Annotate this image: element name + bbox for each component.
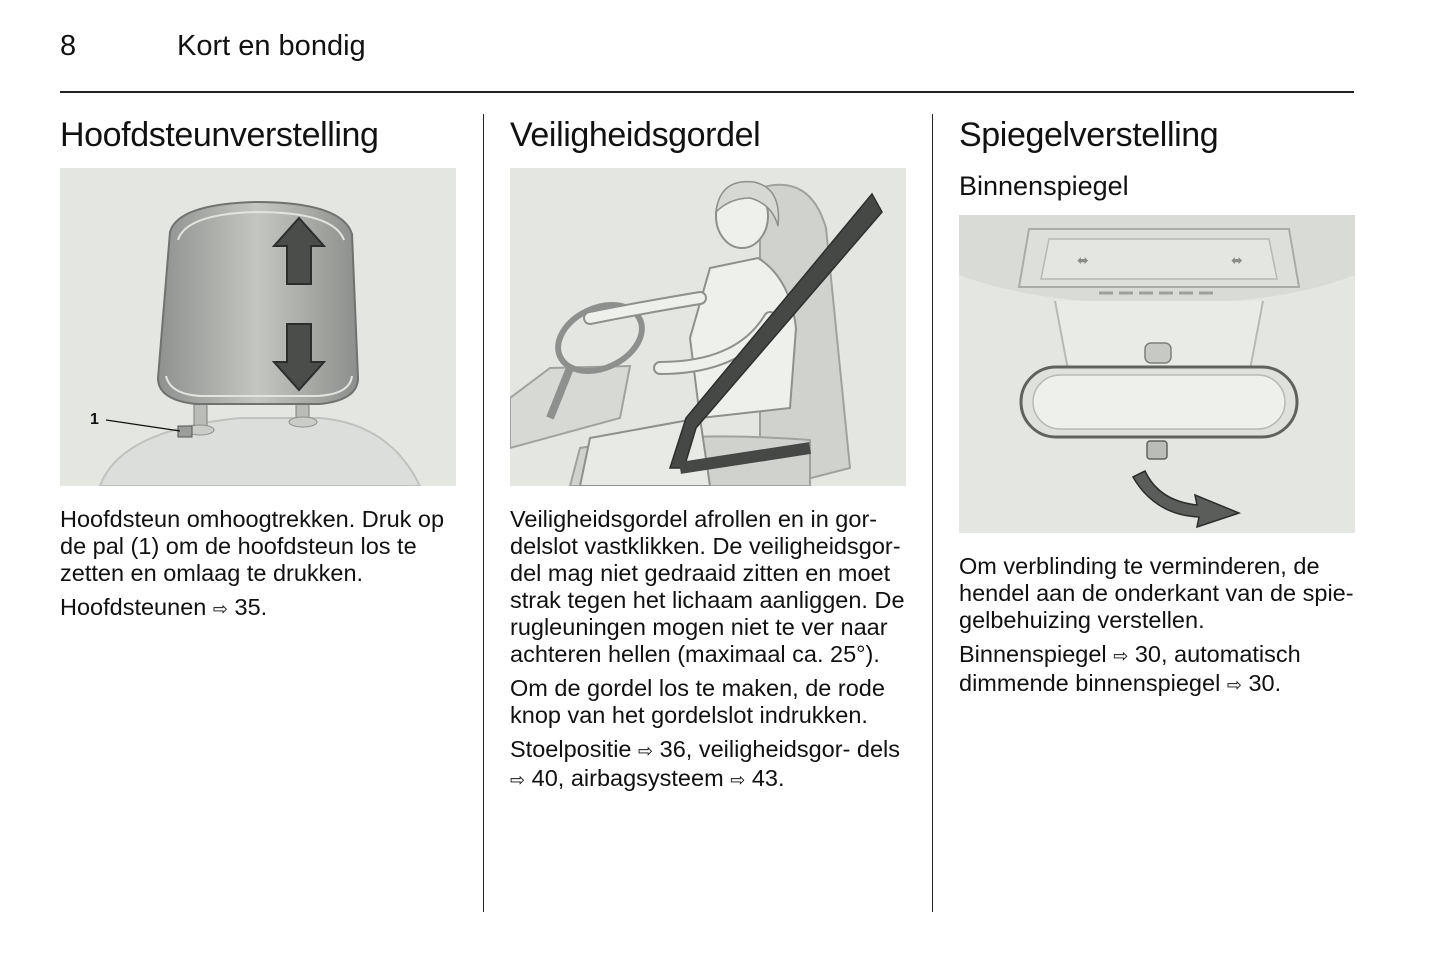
page-ref-icon: ⇨ <box>510 770 526 791</box>
headrest-figure <box>60 168 456 486</box>
seatbelt-heading: Veiligheidsgordel <box>510 116 761 154</box>
page-ref-icon: ⇨ <box>1226 675 1242 696</box>
dimming-lever <box>1147 441 1167 459</box>
column-divider <box>932 114 933 912</box>
section-title: Kort en bondig <box>177 30 366 62</box>
headrest-section <box>60 113 458 623</box>
column-divider <box>483 114 484 912</box>
page-ref-icon: ⇨ <box>212 599 228 620</box>
mirror-figure <box>959 215 1355 533</box>
figure-label-1: 1 <box>90 411 99 428</box>
svg-text:⬌: ⬌ <box>1077 253 1089 269</box>
page-ref-icon: ⇨ <box>638 741 654 762</box>
mirror-references: Binnenspiegel ⇨ 30, automatisch dimmende binnenspiegel ⇨ 30. <box>959 641 1301 696</box>
seatbelt-paragraph-2: Om de gordel los te maken, de rode knop van het gordelslot indrukken. <box>510 675 885 728</box>
seatbelt-figure <box>510 168 906 486</box>
page-ref-icon: ⇨ <box>1113 646 1129 667</box>
page-ref-icon: ⇨ <box>730 770 746 791</box>
mirror-paragraph: Om verblinding te verminderen, de hendel aan de onderkant van de spie-gelbehuizing verstellen. <box>959 553 1354 633</box>
release-latch <box>178 426 192 437</box>
headrest-paragraph: Hoofdsteun omhoogtrekken. Druk op de pal (1) om de hoofdsteun los te zetten en omlaag te drukken. <box>60 506 445 586</box>
svg-text:⬌: ⬌ <box>1231 253 1243 269</box>
seatbelt-section <box>510 113 908 794</box>
page-number: 8 <box>60 30 77 62</box>
mirror-subheading: Binnenspiegel <box>959 171 1129 201</box>
headrest-heading: Hoofdsteunverstelling <box>60 116 379 154</box>
seatbelt-references: Stoelpositie ⇨ 36, veiligheidsgor- dels ⇨ 40, airbagsysteem ⇨ 43. <box>510 736 901 791</box>
mirror-heading: Spiegelverstelling <box>959 116 1219 154</box>
mirror-section <box>959 113 1357 699</box>
header-divider <box>60 91 1354 93</box>
seatbelt-paragraph-1: Veiligheidsgordel afrollen en in gor-delslot vastklikken. De veiligheidsgor-del mag niet gedraaid zitten en moet strak tegen het lichaam aanliggen. De rugleuningen mogen niet te ver naar achteren hellen (maximaal ca. 25°). <box>510 506 905 667</box>
headrest-reference: Hoofdsteunen ⇨ 35. <box>60 594 268 620</box>
